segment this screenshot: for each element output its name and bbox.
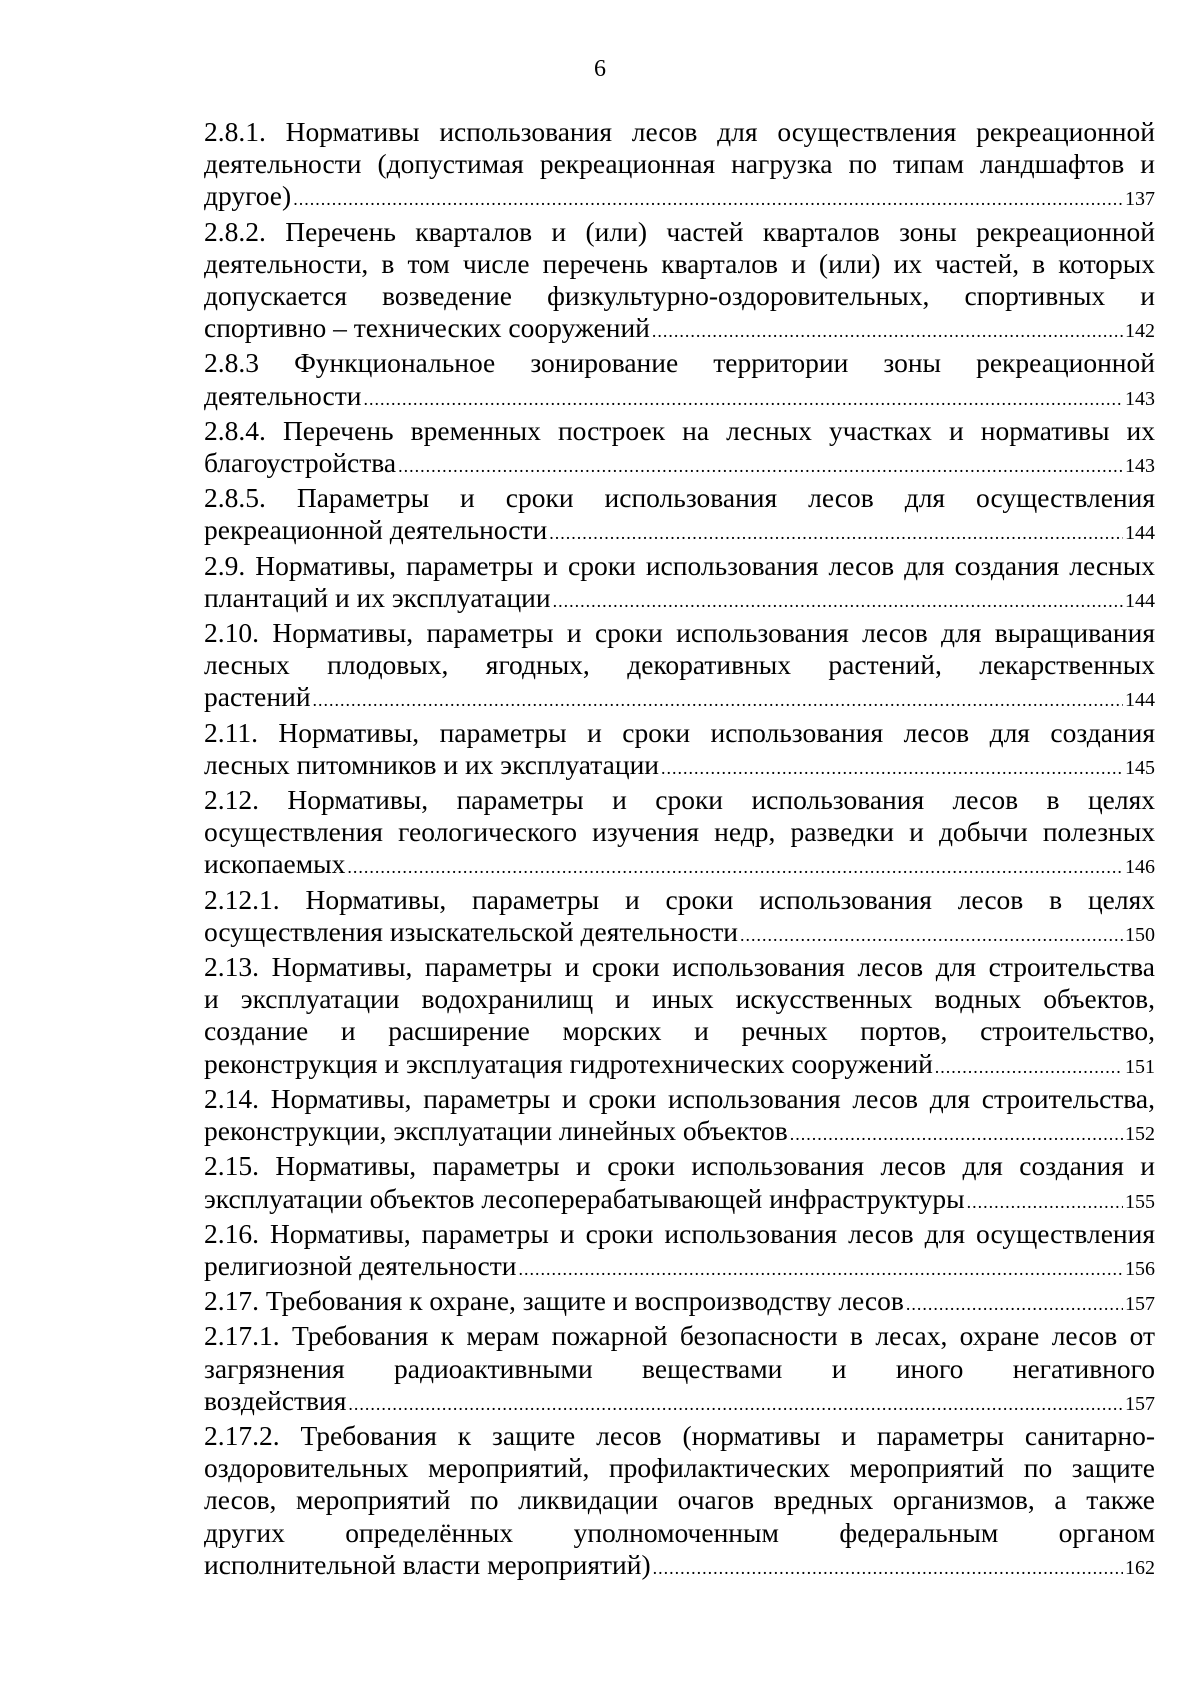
- toc-entry-line: осуществления геологического изучения недр, разведки и добычи полезных: [204, 816, 1155, 848]
- toc-entry-title-end: благоустройства: [204, 447, 397, 479]
- toc-entry-last-line: [204, 1549, 1155, 1584]
- toc-entry-title-end: плантаций и их эксплуатации: [204, 581, 551, 613]
- toc-entry-line: 2.9. Нормативы, параметры и сроки использования лесов для создания лесных: [204, 549, 1155, 581]
- toc-entry-last-line: [204, 848, 1155, 883]
- toc-entry-line: создание и расширение морских и речных портов, строительство,: [204, 1015, 1155, 1047]
- toc-entry-last-line: [204, 749, 1155, 784]
- toc-entry: [204, 1420, 1155, 1584]
- toc-entry-last-line: [204, 1285, 1155, 1320]
- toc-entry: [204, 884, 1155, 951]
- toc-entry: [204, 784, 1155, 884]
- toc-page-number: 142: [1125, 320, 1155, 343]
- toc-page-number: 143: [1125, 387, 1155, 410]
- dot-leader: [348, 1388, 1123, 1420]
- toc-entry-line: деятельности (допустимая рекреационная нагрузка по типам ландшафтов и: [204, 148, 1155, 180]
- toc-entry-line: лесов, мероприятий по ликвидации очагов вредных организмов, а также: [204, 1484, 1155, 1516]
- dot-leader: [653, 1552, 1123, 1584]
- toc-entry-line: 2.10. Нормативы, параметры и сроки использования лесов для выращивания: [204, 617, 1155, 649]
- toc-page-number: 144: [1125, 589, 1155, 612]
- dot-leader: [935, 1051, 1123, 1083]
- toc-entry: [204, 216, 1155, 348]
- toc-entry-last-line: [204, 1048, 1155, 1083]
- dot-leader: [347, 851, 1123, 883]
- toc-page-number: 162: [1125, 1556, 1155, 1579]
- toc-page-number: 150: [1125, 923, 1155, 946]
- toc-entry: [204, 347, 1155, 414]
- toc-entry-line: 2.17.2. Требования к защите лесов (нормативы и параметры санитарно-: [204, 1419, 1155, 1451]
- toc-entry-title-end: растений: [204, 681, 311, 713]
- toc-entry-line: лесных плодовых, ягодных, декоративных растений, лекарственных: [204, 649, 1155, 681]
- toc-entry-line: 2.11. Нормативы, параметры и сроки использования лесов для создания: [204, 716, 1155, 748]
- toc-entry: [204, 1218, 1155, 1285]
- toc-entry: [204, 482, 1155, 549]
- toc-page-number: 146: [1125, 856, 1155, 879]
- toc-page-number: 137: [1125, 188, 1155, 211]
- toc-entry-title-end: 2.17. Требования к охране, защите и воспроизводству лесов: [204, 1285, 904, 1317]
- toc-entry-title-end: спортивно – технических сооружений: [204, 312, 650, 344]
- toc-entry-line: 2.8.2. Перечень кварталов и (или) частей кварталов зоны рекреационной: [204, 215, 1155, 247]
- toc-entry-title-end: реконструкция и эксплуатация гидротехнических сооружений: [204, 1047, 933, 1079]
- toc-entry-title-end: лесных питомников и их эксплуатации: [204, 748, 660, 780]
- dot-leader: [398, 450, 1123, 482]
- dot-leader: [661, 752, 1123, 784]
- toc-entry-title-end: осуществления изыскательской деятельности: [204, 915, 738, 947]
- toc-entry-last-line: [204, 312, 1155, 347]
- toc-page-number: 157: [1125, 1392, 1155, 1415]
- toc-page-number: 151: [1125, 1055, 1155, 1078]
- toc-entry: [204, 717, 1155, 784]
- toc-entry-last-line: [204, 514, 1155, 549]
- toc-entry-line: 2.8.3 Функциональное зонирование территории зоны рекреационной: [204, 347, 1155, 379]
- dot-leader: [519, 1253, 1124, 1285]
- dot-leader: [906, 1288, 1123, 1320]
- toc-entry-line: допускается возведение физкультурно-оздоровительных, спортивных и: [204, 280, 1155, 312]
- toc-entry-title-end: эксплуатации объектов лесоперерабатывающей инфраструктуры: [204, 1182, 965, 1214]
- toc-entry-line: деятельности, в том числе перечень кварталов и (или) их частей, в которых: [204, 247, 1155, 279]
- toc-entry: [204, 1320, 1155, 1420]
- toc-entry-last-line: [204, 582, 1155, 617]
- toc-page-number: 145: [1125, 756, 1155, 779]
- dot-leader: [313, 684, 1123, 716]
- toc-entry-line: 2.12. Нормативы, параметры и сроки использования лесов в целях: [204, 784, 1155, 816]
- toc-entry: [204, 951, 1155, 1083]
- toc-entry-last-line: [204, 1385, 1155, 1420]
- toc-entry: [204, 116, 1155, 216]
- toc-entry-title-end: ископаемых: [204, 848, 346, 880]
- toc-entry-title-end: воздействия: [204, 1384, 347, 1416]
- toc-entry-title-end: другое): [204, 180, 292, 212]
- toc-entry-last-line: [204, 916, 1155, 951]
- toc-entry-last-line: [204, 681, 1155, 716]
- toc-entry-line: 2.8.5. Параметры и сроки использования лесов для осуществления: [204, 482, 1155, 514]
- toc-page-number: 156: [1125, 1257, 1155, 1280]
- dot-leader: [652, 315, 1123, 347]
- toc-entry-last-line: [204, 447, 1155, 482]
- toc-page-number: 144: [1125, 522, 1155, 545]
- toc-entry-title-end: религиозной деятельности: [204, 1249, 517, 1281]
- toc-entry-line: 2.8.1. Нормативы использования лесов для осуществления рекреационной: [204, 116, 1155, 147]
- toc-entry-line: и эксплуатации водохранилищ и иных искусственных водных объектов,: [204, 983, 1155, 1015]
- toc-entry-title-end: деятельности: [204, 379, 362, 411]
- toc-entry-title-end: исполнительной власти мероприятий): [204, 1548, 651, 1580]
- toc-entry-last-line: [204, 180, 1155, 215]
- toc-entry-last-line: [204, 1115, 1155, 1150]
- dot-leader: [967, 1186, 1123, 1218]
- toc-entry-line: 2.14. Нормативы, параметры и сроки использования лесов для строительства,: [204, 1082, 1155, 1114]
- dot-leader: [363, 383, 1123, 415]
- toc-entry-last-line: [204, 1250, 1155, 1285]
- toc-entry: [204, 1150, 1155, 1217]
- toc-entry-title-end: реконструкции, эксплуатации линейных объектов: [204, 1115, 788, 1147]
- table-of-contents: [204, 116, 1155, 1584]
- page-number: 6: [594, 56, 606, 82]
- toc-entry-title-end: рекреационной деятельности: [204, 514, 548, 546]
- toc-page-number: 157: [1125, 1293, 1155, 1316]
- dot-leader: [790, 1118, 1123, 1150]
- toc-entry-last-line: [204, 380, 1155, 415]
- toc-entry-line: 2.16. Нормативы, параметры и сроки использования лесов для осуществления: [204, 1217, 1155, 1249]
- toc-entry: [204, 415, 1155, 482]
- toc-entry-line: 2.15. Нормативы, параметры и сроки использования лесов для создания и: [204, 1150, 1155, 1182]
- toc-entry-line: 2.13. Нормативы, параметры и сроки использования лесов для строительства: [204, 951, 1155, 983]
- toc-entry-line: 2.17.1. Требования к мерам пожарной безопасности в лесах, охране лесов от: [204, 1320, 1155, 1352]
- toc-entry: [204, 617, 1155, 717]
- toc-entry: [204, 550, 1155, 617]
- toc-entry-line: 2.12.1. Нормативы, параметры и сроки использования лесов в целях: [204, 883, 1155, 915]
- toc-entry-line: других определённых уполномоченным федеральным органом: [204, 1516, 1155, 1548]
- dot-leader: [293, 183, 1123, 215]
- toc-entry: [204, 1285, 1155, 1320]
- toc-entry-last-line: [204, 1183, 1155, 1218]
- toc-entry: [204, 1083, 1155, 1150]
- toc-page-number: 144: [1125, 689, 1155, 712]
- dot-leader: [740, 919, 1123, 951]
- toc-page-number: 143: [1125, 455, 1155, 478]
- toc-page-number: 152: [1125, 1123, 1155, 1146]
- dot-leader: [549, 517, 1123, 549]
- toc-page-number: 155: [1125, 1190, 1155, 1213]
- toc-entry-line: загрязнения радиоактивными веществами и иного негативного: [204, 1352, 1155, 1384]
- dot-leader: [553, 585, 1123, 617]
- toc-entry-line: 2.8.4. Перечень временных построек на лесных участках и нормативы их: [204, 414, 1155, 446]
- toc-entry-line: оздоровительных мероприятий, профилактических мероприятий по защите: [204, 1452, 1155, 1484]
